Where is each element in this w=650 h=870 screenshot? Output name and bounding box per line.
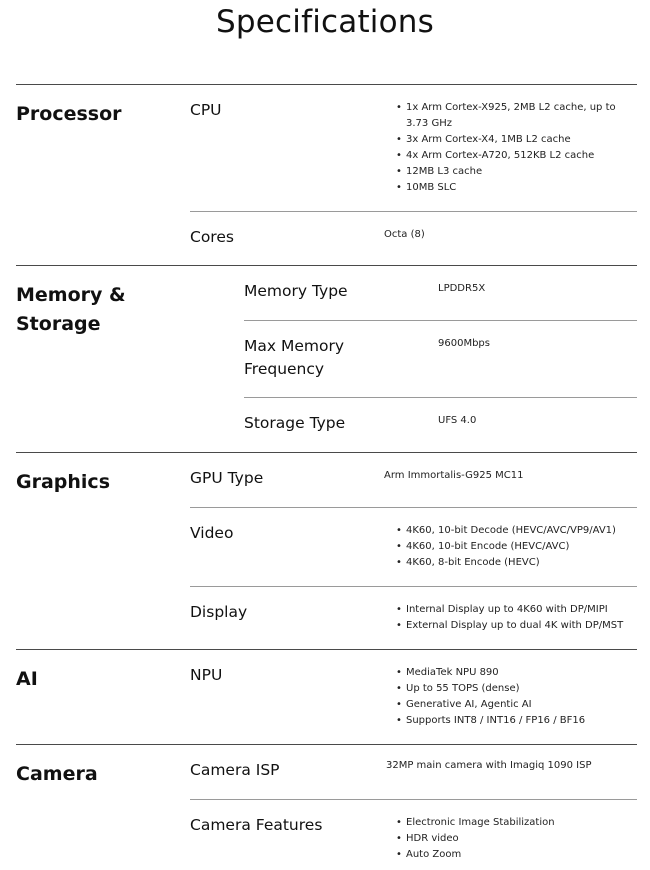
spec-row-npu — [190, 650, 637, 744]
spec-table — [16, 84, 637, 870]
spec-label: Max Memory Frequency — [244, 337, 345, 378]
section-processor — [16, 84, 637, 265]
spec-label: Camera Features — [190, 816, 323, 834]
spec-row-cores — [190, 211, 637, 265]
spec-value — [436, 321, 637, 397]
spec-label: Memory Type — [244, 282, 348, 300]
spec-row-display — [190, 586, 637, 649]
spec-value-item: • 4x Arm Cortex-A720, 512KB L2 cache — [406, 148, 637, 164]
spec-label: CPU — [190, 101, 222, 119]
spec-value-list — [396, 665, 637, 729]
spec-value-text: Arm Immortalis-G925 MC11 — [384, 470, 524, 481]
spec-label: Storage Type — [244, 414, 346, 432]
spec-value — [382, 745, 637, 799]
spec-value — [382, 212, 637, 265]
spec-row-storage-type — [244, 397, 637, 452]
spec-row-gpu-type — [190, 453, 637, 507]
spec-value — [382, 587, 637, 649]
spec-value-text: 9600Mbps — [438, 338, 490, 349]
spec-value-text: 32MP main camera with Imagiq 1090 ISP — [386, 760, 592, 771]
spec-value — [382, 85, 637, 211]
spec-row-cpu — [190, 85, 637, 211]
spec-value-item: • External Display up to dual 4K with DP/MST — [406, 618, 637, 634]
spec-value-item: • 4K60, 10-bit Decode (HEVC/AVC/VP9/AV1) — [406, 523, 637, 539]
spec-row-video — [190, 507, 637, 586]
spec-value-text: LPDDR5X — [438, 283, 486, 294]
spec-value-item: • 4K60, 8-bit Encode (HEVC) — [406, 555, 637, 571]
spec-row-camera-isp — [190, 745, 637, 799]
spec-value — [436, 266, 637, 320]
spec-label: Display — [190, 603, 248, 621]
section-title: Processor — [16, 103, 122, 125]
spec-value-item: • 12MB L3 cache — [406, 164, 637, 180]
spec-value-item: • 1x Arm Cortex-X925, 2MB L2 cache, up to 3.73 GHz — [406, 100, 637, 132]
page-title: Specifications — [216, 4, 434, 40]
spec-value-text: Octa (8) — [384, 229, 425, 240]
spec-value-item: • Electronic Image Stabilization — [406, 815, 637, 831]
spec-value-item: • Up to 55 TOPS (dense) — [406, 681, 637, 697]
section-title: Memory & Storage — [16, 284, 126, 335]
section-title: Graphics — [16, 471, 110, 493]
spec-label: Camera ISP — [190, 761, 280, 779]
spec-value-item: • HDR video — [406, 831, 637, 847]
spec-value-item: • Supports INT8 / INT16 / FP16 / BF16 — [406, 713, 637, 729]
spec-label: Cores — [190, 228, 234, 246]
spec-value-text: UFS 4.0 — [438, 415, 477, 426]
spec-value-list — [396, 100, 637, 196]
spec-value-item: • Auto Zoom — [406, 847, 637, 863]
spec-label: GPU Type — [190, 469, 264, 487]
spec-value-item: • 10MB SLC — [406, 180, 637, 196]
section-ai — [16, 649, 637, 744]
spec-row-memory-type — [244, 266, 637, 320]
spec-value — [382, 650, 637, 744]
spec-value-item: • MediaTek NPU 890 — [406, 665, 637, 681]
spec-label: Video — [190, 524, 234, 542]
spec-value — [436, 398, 637, 452]
section-memory-and-storage — [16, 265, 637, 452]
spec-value — [382, 800, 637, 870]
spec-value-list — [396, 602, 637, 634]
spec-value-item: • 3x Arm Cortex-X4, 1MB L2 cache — [406, 132, 637, 148]
section-camera — [16, 744, 637, 870]
section-graphics — [16, 452, 637, 649]
spec-label: NPU — [190, 666, 223, 684]
spec-value-item: • Internal Display up to 4K60 with DP/MIPI — [406, 602, 637, 618]
spec-value — [382, 453, 637, 507]
spec-value-item: • 4K60, 10-bit Encode (HEVC/AVC) — [406, 539, 637, 555]
section-title: AI — [16, 668, 38, 690]
spec-value-item: • Generative AI, Agentic AI — [406, 697, 637, 713]
spec-value-list — [396, 523, 637, 571]
spec-row-camera-features — [190, 799, 637, 870]
spec-value — [382, 508, 637, 586]
section-title: Camera — [16, 763, 98, 785]
spec-row-max-memory-frequency — [244, 320, 637, 397]
